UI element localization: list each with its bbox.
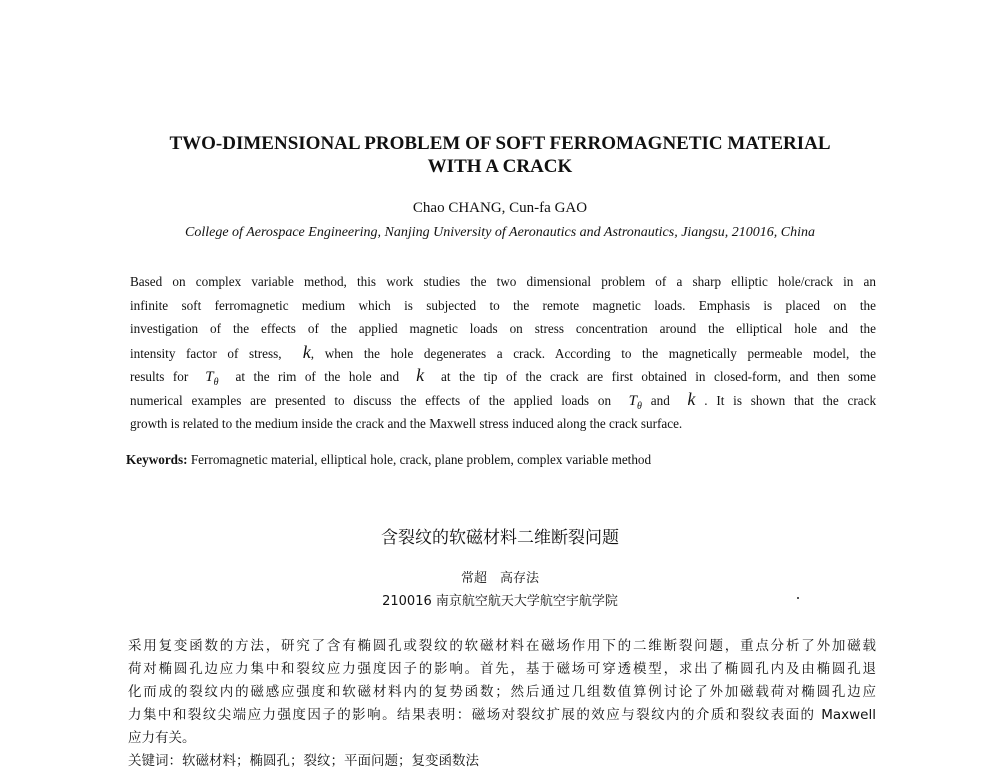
abstract-text: numerical examples are presented to discuss the effects of the applied loads on <box>130 392 612 408</box>
cn-authors: 常超 高存法 <box>460 571 539 586</box>
symbol-k: k <box>416 365 425 386</box>
abstract-text: intensity factor of stress, <box>130 345 282 361</box>
abstract-text: results for <box>130 369 189 385</box>
keywords-label: Keywords: <box>126 452 188 467</box>
symbol-k: k <box>687 388 696 409</box>
symbol-k: k <box>302 341 311 362</box>
cn-abstract-line: 采用复变函数的方法，研究了含有椭圆孔或裂纹的软磁材料在磁场作用下的二维断裂问题，重点分析了外加磁载 <box>128 638 876 654</box>
abstract-text: at the tip of the crack are first obtained in closed-form, and then some <box>441 369 876 385</box>
cn-abstract-line: 化而成的裂纹内的磁感应强度和软磁材料内的复势函数；然后通过几组数值算例讨论了外加磁载荷对椭圆孔边应 <box>128 684 876 700</box>
abstract-text: at the rim of the hole and <box>235 369 400 385</box>
cn-keywords-partial: 关键词：软磁材料；椭圆孔；裂纹；平面问题；复变函数法 <box>128 753 479 769</box>
symbol-T-theta: $T_\theta$ <box>628 392 642 412</box>
keywords-text: Ferromagnetic material, elliptical hole, crack, plane problem, complex variable method <box>190 452 652 467</box>
title-line-2: WITH A CRACK <box>427 156 573 177</box>
abstract <box>130 270 876 435</box>
cn-abstract <box>128 635 876 773</box>
cn-abstract-line: 应力有关。 <box>128 730 196 746</box>
paper-title <box>0 132 1000 178</box>
abstract-line <box>130 364 876 388</box>
abstract-line: investigation of the effects of the applied magnetic loads on stress concentration around the elliptical hole and the <box>130 321 876 337</box>
abstract-text: and <box>650 392 670 408</box>
abstract-text: , when the hole degenerates a crack. According to the magnetically permeable model, the <box>310 345 876 361</box>
keywords <box>126 452 651 468</box>
abstract-line <box>130 341 876 365</box>
title-line-1: TWO-DIMENSIONAL PROBLEM OF SOFT FERROMAGNETIC MATERIAL <box>169 133 831 154</box>
authors: Chao CHANG, Cun-fa GAO <box>412 200 588 216</box>
abstract-line: growth is related to the medium inside the crack and the Maxwell stress induced along the crack surface. <box>130 415 683 431</box>
abstract-text: . It is shown that the crack <box>704 392 877 408</box>
cn-affiliation: 210016 南京航空航天大学航空宇航学院 <box>382 594 618 609</box>
affiliation: College of Aerospace Engineering, Nanjing University of Aeronautics and Astronautics, Jiangsu, 210016, China <box>185 225 815 240</box>
cn-title: 含裂纹的软磁材料二维断裂问题 <box>381 528 619 548</box>
abstract-line: infinite soft ferromagnetic medium which is subjected to the remote magnetic loads. Emphasis is placed on the <box>130 297 876 313</box>
abstract-line <box>130 388 876 412</box>
cn-abstract-line: 力集中和裂纹尖端应力强度因子的影响。结果表明：磁场对裂纹扩展的效应与裂纹内的介质和裂纹表面的 Maxwell <box>128 707 876 723</box>
symbol-T-theta: $T_\theta$ <box>205 369 219 389</box>
abstract-line: Based on complex variable method, this work studies the two dimensional problem of a sharp elliptic hole/crack in an <box>130 274 876 289</box>
cn-abstract-line: 荷对椭圆孔边应力集中和裂纹应力强度因子的影响。首先，基于磁场可穿透模型，求出了椭圆孔内及由椭圆孔退 <box>128 661 876 677</box>
scan-speck <box>797 597 799 599</box>
